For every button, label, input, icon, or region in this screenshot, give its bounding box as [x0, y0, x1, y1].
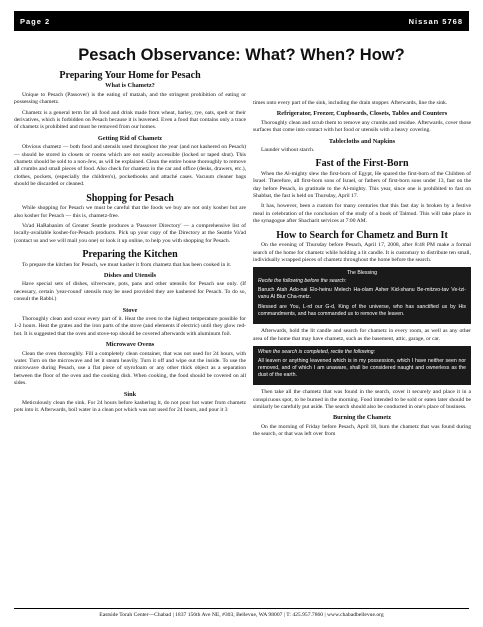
heading-kitchen: Preparing the Kitchen [82, 249, 178, 261]
nullification-box [253, 346, 471, 385]
heading-burning: Burning the Chametz [332, 414, 392, 422]
paragraph: Have special sets of dishes, silverware, pots, pans and other utensils for Pesach use only. (If necessary, certain 'year-round' utensils may be used provided they are kashered for Pesach. To do so, consult the Rabbi.) [14, 281, 246, 303]
paragraph: times onto every part of the sink, including the drain stopper. Afterwards, line the sink. [253, 100, 448, 106]
heading-dishes: Dishes and Utensils [103, 271, 157, 279]
heading-preparing-home: Preparing Your Home for Pesach [59, 70, 201, 81]
footer-contact: Eastside Torah Center—Chabad | 1837 156th Ave NE, #303, Bellevue, WA 98007 | T: 425.957.7860 | www.chabadbellevue.org [99, 612, 384, 618]
heading-microwave: Microwave Ovens [105, 341, 155, 349]
paragraph: Afterwards, hold the lit candle and search for chametz in every room, as well as any other area of the home that may have chametz, such as the basement, attic, garage, or car. [253, 328, 471, 342]
left-column [14, 66, 246, 418]
nullification-intro: When the search is completed, recite the following: [258, 349, 376, 356]
right-column [253, 100, 471, 442]
blessing-intro: Recite the following before the search: [258, 278, 347, 285]
footer-rule [14, 608, 469, 609]
page-header-bar [14, 11, 469, 31]
heading-tablecloths: Tablecloths and Napkins [328, 137, 396, 145]
nullification-text: All leaven or anything leavened which is in my possession, which I have neither seen nor removed, and of which I am unaware, shall be considered naught and ownerless as the dust of the earth. [258, 358, 466, 379]
heading-stove: Stove [122, 306, 138, 314]
heading-what-is-chametz: What is Chametz? [105, 82, 155, 90]
heading-shopping: Shopping for Pesach [86, 192, 174, 204]
heading-refrigerator: Refrigerator, Freezer, Cupboards, Closets, Tables and Counters [276, 110, 448, 118]
paragraph: Va'ad HaRabanim of Greater Seattle produces a 'Passover Directory' — a comprehensive list of locally-available kosher-for-Pesach products. Pick up your copy of the Directory at the Seattle Va'ad (contact us and we will mail you one) or look it up online, to help you with shopping for Pesach. [14, 222, 246, 244]
paragraph: Thoroughly clean and scrub them to remove any crumbs and residue. Afterwards, cover those surfaces that come into contact with hot food or utensils with a heavy covering. [253, 119, 471, 134]
heading-fast-first-born: Fast of the First-Born [315, 158, 409, 170]
paragraph: When the Al-mighty slew the first-born of Egypt, He spared the first-born of the Children of Israel. Therefore, all first-born sons of Israel, or fathers of first-born sons under 13, fast on the day before Pesach, in gratitude to the Al-mighty. This year, since one is prohibited to fast on Shabbat, the fast is held on Thursday, April 17. [253, 170, 471, 200]
heading-sink: Sink [123, 390, 137, 398]
blessing-box [253, 267, 471, 324]
paragraph: Then take all the chametz that was found in the search, cover it securely and place it in a conspicuous spot, to be burned in the morning. Food intended to be sold or eaten later should be similarly be carefully put aside. The search should also be conducted in one's place of business. [253, 389, 471, 410]
heading-getting-rid: Getting Rid of Chametz [97, 134, 163, 142]
blessing-transliteration: Baruch Atah Ado-nai Elo-heinu Melech Ha-olam Asher Kid-shanu Be-mitzvo-tav Ve-tzi-vanu Al Biur Cha-metz. [258, 287, 466, 301]
paragraph: It has, however, been a custom for many centuries that this fast day is broken by a festive meal in celebration of the conclusion of the study of a book of Talmud. This will take place in the synagogue after Shacharit services at 7:00 AM. [253, 203, 471, 225]
paragraph: Launder without starch. [261, 147, 315, 154]
paragraph: On the evening of Thursday before Pesach, April 17, 2008, after 8:48 PM make a formal search of the home for chametz while holding a lit candle. It is customary to distribute ten small, individually wrapped pieces of chametz throughout the home before the search. [253, 242, 471, 263]
page-title: Pesach Observance: What? When? How? [78, 46, 405, 64]
paragraph: While shopping for Pesach we must be careful that the foods we buy are not only kosher but are also kosher for Pesach — this is, chametz-free. [14, 205, 246, 219]
blessing-english: Blessed are You, L-rd our G-d, King of the universe, who has sanctified us by His commandments, and has commanded us to remove the leaven. [258, 304, 466, 318]
paragraph: Clean the oven thoroughly. Fill a completely clean container, that was not used for 24 hours, with water. Turn on the microwave and let it steam heavily. Turn it off and wipe out the inside. To use the microwave during Pesach, use a flat piece of styrofoam or any other thick object as a separation between the floor of the oven and the cooking dish. When cooking, the food should be covered on all sides. [14, 350, 246, 387]
paragraph: Unique to Pesach (Passover) is the eating of matzah, and the stringent prohibition of eating or possessing chametz. [14, 91, 246, 106]
page-number: Page 2 [20, 16, 51, 26]
issue-date: Nissan 5768 [408, 16, 463, 26]
paragraph: Meticulously clean the sink. For 24 hours before kashering it, do not pour hot water from chametz pots into it. Afterwards, boil water in a clean pot which was not used for 24 hours, and pour it 3 [14, 400, 246, 414]
paragraph: Thoroughly clean and scour every part of it. Heat the oven to the highest temperature possible for 1-2 hours. Heat the grates and the iron parts of the stove (and elements if electric) until they glow red-hot. It is suggested that the oven and stove-top should be covered afterwards with aluminum foil. [14, 315, 246, 337]
paragraph: Obvious chametz — both food and utensils used throughout the year (and not kashered on Pesach) — should be stored in closets or rooms which are not easily accessible (locked or taped shut). This chametz should be sold to a non-Jew, as will be explained. Clean the entire house thoroughly to remove all crumbs and small pieces of food. Also check for chametz in the car and office (desks, drawers, etc.), clothes, pockets, (especially the children's), pocketbooks and attaché cases. Vacuum cleaner bags should be discarded or cleaned. [14, 144, 246, 188]
paragraph: To prepare the kitchen for Pesach, we must kasher it from chametz that has been cooked in it. [22, 261, 232, 268]
heading-search-chametz: How to Search for Chametz and Burn It [276, 229, 448, 241]
paragraph: On the morning of Friday before Pesach, April 18, burn the chametz that was found during the search, or that was left over from [253, 423, 471, 438]
paragraph: Chametz is a general term for all food and drink made from wheat, barley, rye, oats, spelt or their derivatives, which is forbidden on Pesach because it is leavened. Even a food that contains only a trace of chametz is prohibited and must be removed from our homes. [14, 109, 246, 131]
blessing-title: The Blessing [347, 270, 377, 277]
